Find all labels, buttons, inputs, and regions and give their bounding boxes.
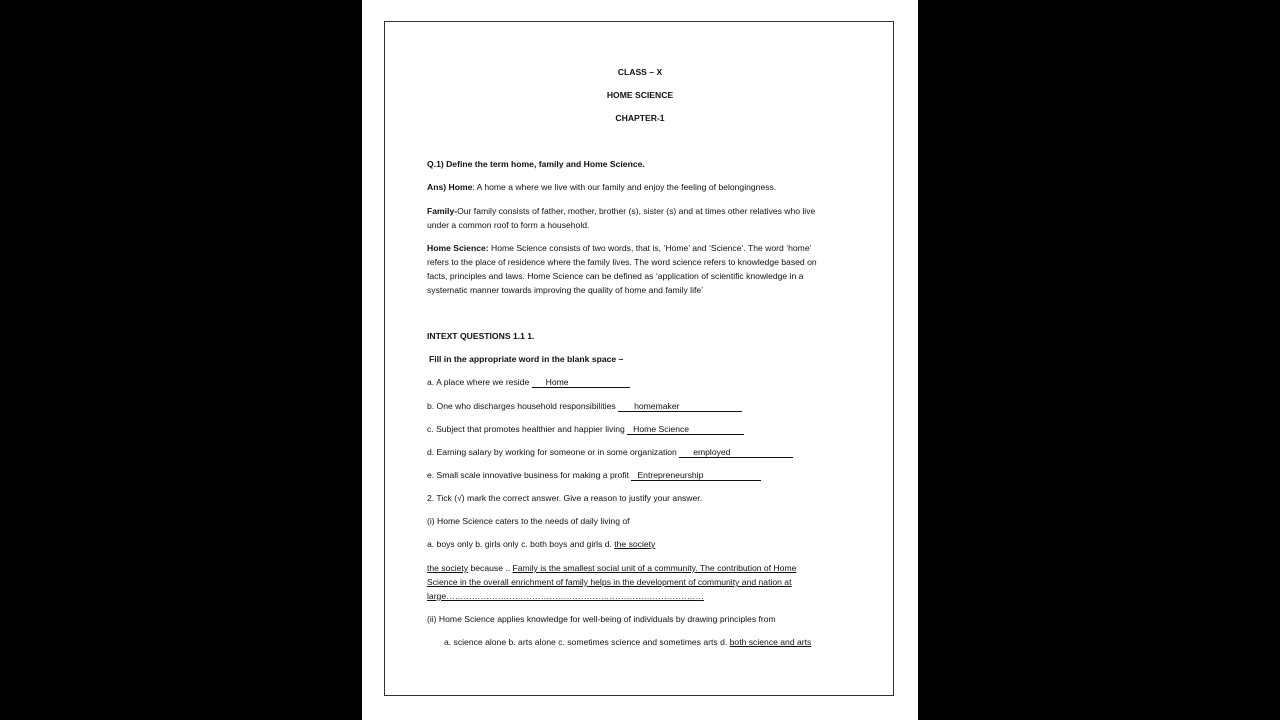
fill-item-text: c. Subject that promotes healthier and happier living xyxy=(427,424,628,434)
question-i-options xyxy=(427,540,655,549)
fill-item-a xyxy=(427,378,630,388)
question-ii: (ii) Home Science applies knowledge for well-being of individuals by drawing principles from xyxy=(427,614,776,624)
family-definition xyxy=(427,207,815,216)
reason-line-1 xyxy=(427,564,796,573)
home-science-line-2: refers to the place of residence where the family lives. The word science refers to knowledge based on xyxy=(427,257,817,267)
reason-answer: the society xyxy=(427,563,469,573)
fill-item-text: e. Small scale innovative business for making a profit xyxy=(427,470,632,480)
fill-answer: Home xyxy=(545,377,569,387)
selected-answer: both science and arts xyxy=(729,637,812,647)
fill-item-d xyxy=(427,448,793,458)
home-science-text: Home Science consists of two words, that is, ‘Home’ and ‘Science’. The word ‘home’ xyxy=(488,243,812,253)
family-label: Family- xyxy=(427,206,458,216)
answer-blank xyxy=(532,378,630,388)
subject-heading: HOME SCIENCE xyxy=(606,90,674,100)
because-text: because .. xyxy=(468,563,513,573)
fill-answer: Entrepreneurship xyxy=(637,470,704,480)
home-science-line-3: facts, principles and laws. Home Science can be defined as ‘application of scientific knowledge in a xyxy=(427,271,804,281)
fill-item-b xyxy=(427,402,742,412)
answer-blank xyxy=(618,402,742,412)
answer-blank xyxy=(679,448,793,458)
home-science-line-4: systematic manner towards improving the quality of home and family life’ xyxy=(427,285,704,295)
family-text: Our family consists of father, mother, brother (s), sister (s) and at times other relatives who live xyxy=(457,206,816,216)
question-i: (i) Home Science caters to the needs of daily living of xyxy=(427,516,630,526)
reason-text: Family is the smallest social unit of a community. The contribution of Home xyxy=(512,563,797,573)
fill-item-text: a. A place where we reside xyxy=(427,377,532,387)
answer-blank xyxy=(627,425,744,435)
fill-item-e xyxy=(427,471,761,481)
fill-item-text: d. Earning salary by working for someone or in some organization xyxy=(427,447,680,457)
fill-answer: homemaker xyxy=(634,401,680,411)
answer-home-text: : A home a where we live with our family and enjoy the feeling of belongingness. xyxy=(472,182,777,192)
fill-answer: Home Science xyxy=(633,424,690,434)
intext-heading: INTEXT QUESTIONS 1.1 1. xyxy=(427,331,535,341)
selected-answer: the society xyxy=(614,539,656,549)
home-science-definition xyxy=(427,244,812,253)
home-science-label: Home Science: xyxy=(427,243,489,253)
reason-line-2: Science in the overall enrichment of family helps in the development of community and nation at xyxy=(427,577,792,587)
question-1: Q.1) Define the term home, family and Home Science. xyxy=(427,159,645,169)
reason-line-3: large……………………………………………………………………………… xyxy=(427,591,704,601)
fill-item-text: b. One who discharges household responsibilities xyxy=(427,401,619,411)
fill-answer: employed xyxy=(693,447,731,457)
fill-blanks-heading: Fill in the appropriate word in the blank space – xyxy=(429,354,624,364)
family-definition-cont: under a common roof to form a household. xyxy=(427,220,590,230)
class-heading: CLASS – X xyxy=(617,67,663,77)
chapter-heading: CHAPTER-1 xyxy=(615,113,665,123)
options-text: a. science alone b. arts alone c. sometimes science and sometimes arts d. xyxy=(444,637,730,647)
answer-blank xyxy=(631,471,761,481)
options-text: a. boys only b. girls only c. both boys and girls d. xyxy=(427,539,615,549)
answer-prefix: Ans) Home xyxy=(427,182,473,192)
tick-instruction: 2. Tick (√) mark the correct answer. Give a reason to justify your answer. xyxy=(427,493,703,503)
fill-item-c xyxy=(427,425,744,435)
answer-home xyxy=(427,183,776,192)
question-ii-options xyxy=(444,638,811,647)
